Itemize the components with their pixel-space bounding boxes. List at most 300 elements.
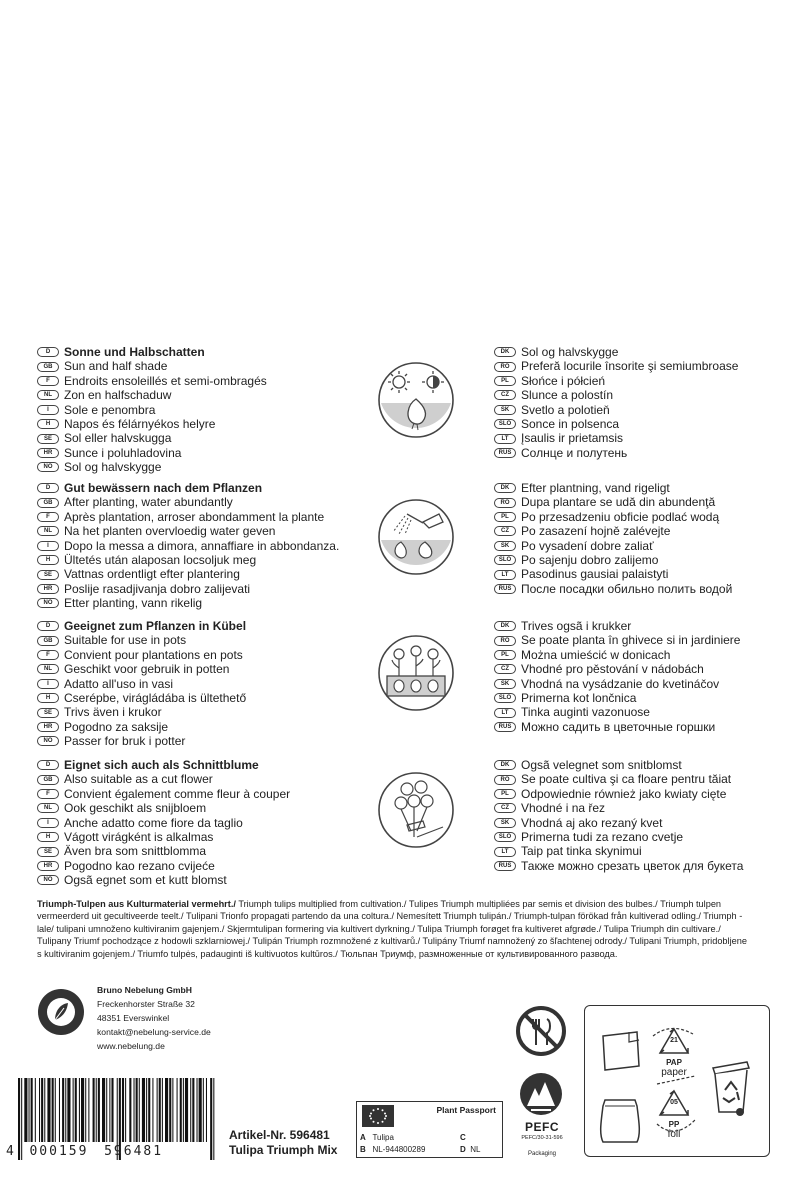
translated-text: Vhodná na vysádzanie do kvetináčov [521,676,720,691]
translated-text: Convient également comme fleur à couper [64,786,291,801]
translated-text: Passer for bruk i potter [64,734,186,749]
translated-text: Pogodno kao rezano cvijeće [64,858,215,873]
barcode-bar [177,1078,178,1142]
country-code-badge: RO [494,636,516,646]
country-code-badge: D [37,483,59,493]
country-code-badge: NL [37,390,59,400]
company-street: Freckenhorster Straße 32 [97,999,195,1009]
barcode-bar [180,1078,182,1142]
language-line [494,539,732,553]
barcode-bar [136,1078,138,1142]
translated-text: Cserépbe, virágládába is ültethető [64,690,247,705]
barcode-bar [111,1078,113,1142]
section-1-right-column [494,345,738,460]
language-line [37,873,290,887]
country-code-badge: NO [37,598,59,608]
translated-text: Также можно срезать цветок для букета [521,858,744,873]
passport-d-value: NL [470,1145,481,1154]
translated-text: Geeignet zum Pflanzen in Kübel [64,619,247,633]
country-code-badge: SK [494,679,516,689]
country-code-badge: DK [494,483,516,493]
country-code-badge: I [37,405,59,415]
language-line [37,619,246,633]
language-line [37,582,339,596]
country-code-badge: CZ [494,803,516,813]
barcode-bar [55,1078,56,1142]
country-code-badge: SK [494,818,516,828]
language-line [494,553,732,567]
language-line [494,772,743,786]
translated-text: Sole e penombra [64,402,156,417]
origin-statement-lead: Triumph-Tulpen aus Kulturmaterial vermehrt./ [37,899,236,909]
translated-text: Dopo la messa a dimora, annaffiare in abbondanza. [64,538,340,553]
language-line [37,859,290,873]
country-code-badge: SE [37,708,59,718]
barcode-bar [52,1078,54,1142]
translated-text: Eignet sich auch als Schnittblume [64,758,259,772]
barcode-bar [172,1078,173,1142]
origin-statement [37,898,752,960]
translated-text: Tinka auginti vazonuose [521,705,650,720]
barcode-bar [29,1078,30,1142]
country-code-badge: SE [37,570,59,580]
country-code-badge: RUS [494,861,516,871]
translated-text: Można umieścić w donicach [521,647,671,662]
country-code-badge: RUS [494,448,516,458]
language-line [37,374,267,388]
country-code-badge: LT [494,570,516,580]
article-info [229,1128,337,1158]
country-code-badge: CZ [494,664,516,674]
pp-word: foil [667,1129,681,1140]
language-line [37,567,339,581]
barcode-bar [134,1078,135,1142]
passport-d-label: D [460,1145,466,1154]
barcode-digit-lead: 4 [6,1144,14,1159]
translated-text: Vhodné i na řez [521,801,606,816]
translated-text: Sunce i poluhladovina [64,445,182,460]
barcode-bar [152,1078,153,1142]
language-line [37,460,267,474]
language-line [494,481,732,495]
country-code-badge: DK [494,760,516,770]
plant-passport [356,1101,503,1158]
eu-stars-icon [362,1105,394,1127]
translated-text: Geschikt voor gebruik in potten [64,662,230,677]
translated-text: Convient pour plantations en pots [64,647,243,662]
barcode-bar [165,1078,168,1142]
passport-a-value: Tulipa [372,1133,394,1142]
barcode-bar [73,1078,74,1142]
language-line [494,359,738,373]
country-code-badge: CZ [494,526,516,536]
translated-text: Anche adatto come fiore da taglio [64,815,243,830]
barcode-bar [206,1078,207,1142]
language-line [37,345,267,359]
language-line [37,481,339,495]
company-email[interactable]: kontakt@nebelung-service.de [97,1027,211,1037]
language-line [37,705,246,719]
barcode-bar [98,1078,100,1142]
country-code-badge: SK [494,405,516,415]
language-line [37,388,267,402]
recycling-arrows-icon [643,1024,713,1146]
language-line [37,633,246,647]
company-website[interactable]: www.nebelung.de [97,1041,165,1051]
passport-b-value: NL-944800289 [372,1145,426,1154]
country-code-badge: NL [37,526,59,536]
barcode-bar [157,1078,158,1142]
country-code-badge: RO [494,775,516,785]
country-code-badge: SLO [494,693,516,703]
section-3-right-column [494,619,740,734]
language-line [494,801,743,815]
origin-statement-text: Triumph tulips multiplied from cultivation./ Tulipes Triumph multipliées par semis et division des bulbes./ Triumph tulpen vermeerderd uit gecultiveerde teelt./ Tulipani Trionfo propagati partendo da una coltura./ Nemesített Triumph tulipán./ Triumph-tulpan förökad från kultiverad odling./ Triumph -lale/ tulipani umnoženo kultiviranim gajenjem./ Skjermtulipan formering via kultivert dyrkning./ Tulipa Triumph forøget fra kultiveret afgrøde./ Tulipa Triumph din cultivare./ Tulipany Triumf pochodzące z hodowli szklarniowej./ Tulipán Triumph rozmnožené z kultivarů./ Tulipány Triumf namnožený zo šľachtenej odrody./ Tulipani Triumph, pridobljene s kultiviranim gojenjem./ Triumfo tulpės, padauginti iš kultivuotos kultūros./ Тюльпан Триумф, размноженные от культивированного развода. [37,899,747,959]
language-line [37,553,339,567]
barcode-bar [122,1078,124,1142]
language-line [494,859,743,873]
translated-text: Après plantation, arroser abondamment la plante [64,509,325,524]
translated-text: Preferă locurile însorite şi semiumbroase [521,359,739,374]
language-line [494,524,732,538]
barcode-bar [62,1078,64,1142]
country-code-badge: NO [37,462,59,472]
translated-text: Vágott virágként is alkalmas [64,829,214,844]
barcode-bar [31,1078,33,1142]
language-line [37,844,290,858]
translated-text: Zon en halfschaduw [64,388,172,403]
country-code-badge: I [37,818,59,828]
translated-text: After planting, water abundantly [64,495,233,510]
language-line [37,816,290,830]
language-line [37,801,290,815]
country-code-badge: CZ [494,390,516,400]
language-line [494,495,732,509]
translated-text: Also suitable as a cut flower [64,772,213,787]
barcode-bar [192,1078,194,1142]
company-name: Bruno Nebelung GmbH [97,985,193,995]
translated-text: Na het planten overvloedig water geven [64,524,276,539]
barcode-bar [197,1078,198,1142]
language-line [37,648,246,662]
translated-text: Adatto all'uso in vasi [64,676,174,691]
language-line [37,677,246,691]
language-line [37,596,339,610]
country-code-badge: RUS [494,722,516,732]
recycling-box [584,1005,770,1157]
pefc-label: PEFC [524,1120,559,1134]
country-code-badge: PL [494,512,516,522]
country-code-badge: HR [37,861,59,871]
language-line [37,787,290,801]
language-line [494,417,738,431]
translated-text: Sun and half shade [64,359,168,374]
translated-text: Sonne und Halbschatten [64,345,205,359]
language-line [37,431,267,445]
barcode-bar [75,1078,77,1142]
translated-text: Sol og halvskygge [64,460,162,475]
language-line [494,705,740,719]
pp-number: 05 [670,1099,678,1106]
recycling-bin-icon [709,1058,753,1118]
translated-text: Vattnas ordentligt efter plantering [64,567,240,582]
section-1-left-column [37,345,267,475]
country-code-badge: SK [494,541,516,551]
barcode-bar [93,1078,95,1142]
language-line [494,648,740,662]
pots-icon [377,634,455,712]
language-line [37,734,246,748]
country-code-badge: NO [37,736,59,746]
language-line [494,446,738,460]
translated-text: Можно садить в цветочные горшки [521,719,716,734]
language-line [494,662,740,676]
barcode-bar [148,1078,150,1142]
translated-text: Se poate cultiva şi ca floare pentru tăiat [521,772,732,787]
barcode-bar [44,1078,45,1142]
barcode-bar [81,1078,84,1142]
language-line [37,720,246,734]
language-line [494,816,743,830]
article-name: Tulipa Triumph Mix [229,1143,338,1157]
barcode-bar [39,1078,40,1142]
language-line [494,431,738,445]
country-code-badge: D [37,760,59,770]
article-number: Artikel-Nr. 596481 [229,1128,330,1142]
country-code-badge: SLO [494,419,516,429]
country-code-badge: PL [494,376,516,386]
company-address [97,983,211,1053]
country-code-badge: SE [37,847,59,857]
translated-text: После посадки обильно полить водой [521,581,733,596]
section-3-left-column [37,619,246,749]
section-2-left-column [37,481,339,611]
barcode-bar [199,1078,202,1142]
translated-text: Ogsã egnet som et kutt blomst [64,873,227,888]
translated-text: Ültetés után alaposan locsoljuk meg [64,552,257,567]
passport-a-label: A [360,1133,366,1142]
language-line [494,510,732,524]
language-line [37,758,290,772]
barcode-digits [6,1144,216,1159]
language-line [37,662,246,676]
translated-text: Po przesadzeniu obficie podlać wodą [521,509,720,524]
cut-flower-icon [377,771,455,849]
barcode-bar [79,1078,80,1142]
language-line [37,495,339,509]
translated-text: Se poate planta în ghivece si in jardiniere [521,633,741,648]
language-line [494,582,732,596]
country-code-badge: PL [494,789,516,799]
country-code-badge: NL [37,803,59,813]
barcode-bar [85,1078,86,1142]
barcode-bar [162,1078,163,1142]
barcode-bar [35,1078,36,1142]
sun-halfshade-icon [377,361,455,439]
country-code-badge: F [37,789,59,799]
foil-bag-icon [597,1094,643,1148]
paper-bag-icon [599,1028,643,1074]
translated-text: Primerna tudi za rezano cvetje [521,829,684,844]
country-code-badge: NL [37,664,59,674]
language-line [37,539,339,553]
section-4-right-column [494,758,743,873]
country-code-badge: H [37,693,59,703]
country-code-badge: RO [494,498,516,508]
language-line [37,359,267,373]
country-code-badge: RO [494,362,516,372]
barcode-bar [102,1078,105,1142]
barcode-bar [125,1078,126,1142]
pp-code: PP [668,1120,680,1129]
country-code-badge: F [37,376,59,386]
pefc-code: PEFC/30-31-596 [521,1135,563,1141]
barcode-bar [185,1078,188,1142]
country-code-badge: LT [494,434,516,444]
country-code-badge: SE [37,434,59,444]
pefc-logo-icon [517,1070,565,1118]
sustainable-supplier-seal [37,988,85,1036]
translated-text: Primerna kot lončnica [521,690,637,705]
language-line [494,758,743,772]
translated-text: Sol og halvskygge [521,345,619,359]
language-line [37,830,290,844]
pap-word: paper [661,1067,687,1078]
language-line [494,374,738,388]
language-line [494,619,740,633]
translated-text: Dupa plantare se udă din abundenţă [521,495,716,510]
barcode-bar [96,1078,97,1142]
country-code-badge: H [37,832,59,842]
barcode-bar [47,1078,50,1142]
translated-text: Po zasazení hojně zalévejte [521,524,671,539]
language-line [494,720,740,734]
barcode-bar [146,1078,147,1142]
country-code-badge: D [37,347,59,357]
translated-text: Odpowiednie również jako kwiaty cięte [521,786,727,801]
section-4-left-column [37,758,290,888]
language-line [37,417,267,431]
translated-text: Taip pat tinka skynimui [521,844,642,859]
translated-text: Vhodná aj ako rezaný kvet [521,815,663,830]
country-code-badge: DK [494,347,516,357]
country-code-badge: HR [37,584,59,594]
country-code-badge: I [37,679,59,689]
translated-text: Pogodno za saksije [64,719,169,734]
company-city: 48351 Everswinkel [97,1013,170,1023]
language-line [37,510,339,524]
barcode-bar [142,1078,145,1142]
country-code-badge: DK [494,621,516,631]
section-2-right-column [494,481,732,596]
translated-text: Även bra som snittblomma [64,844,207,859]
translated-text: Ook geschikt als snijbloem [64,801,207,816]
pefc-caption: Packaging [527,1151,557,1157]
country-code-badge: GB [37,498,59,508]
translated-text: Trivs även i krukor [64,705,162,720]
translated-text: Ogsã velegnet som snitblomst [521,758,682,772]
translated-text: Napos és félárnyékos helyre [64,416,216,431]
country-code-badge: RUS [494,584,516,594]
not-for-consumption-icon [515,1005,567,1057]
country-code-badge: HR [37,448,59,458]
language-line [494,830,743,844]
translated-text: Slunce a polostín [521,388,614,403]
language-line [37,446,267,460]
translated-text: Sol eller halvskugga [64,431,172,446]
translated-text: Солнце и полутень [521,445,628,460]
country-code-badge: SLO [494,555,516,565]
pap-code: PAP [666,1058,682,1067]
language-line [37,691,246,705]
country-code-badge: SLO [494,832,516,842]
translated-text: Gut bewässern nach dem Pflanzen [64,481,263,495]
barcode-digits-left: 000159 [29,1144,89,1159]
barcode-bar [203,1078,204,1142]
barcode-bar [139,1078,140,1142]
barcode-bar [106,1078,107,1142]
translated-text: Etter planting, vann rikelig [64,596,203,611]
language-line [494,388,738,402]
passport-title: Plant Passport [436,1105,496,1115]
country-code-badge: NO [37,875,59,885]
language-line [494,691,740,705]
country-code-badge: F [37,512,59,522]
translated-text: Po vysadení dobre zaliať [521,538,654,553]
translated-text: Suitable for use in pots [64,633,187,648]
barcode-bar [129,1078,131,1142]
barcode-bar [59,1078,60,1142]
language-line [37,524,339,538]
barcode-bar [65,1078,66,1142]
country-code-badge: H [37,419,59,429]
country-code-badge: GB [37,636,59,646]
translated-text: Svetlo a polotieň [521,402,610,417]
translated-text: Efter plantning, vand rigeligt [521,481,670,495]
language-line [494,403,738,417]
language-line [37,403,267,417]
barcode-digits-right: 596481 [104,1144,164,1159]
passport-b-label: B [360,1145,366,1154]
barcode-bar [169,1078,171,1142]
country-code-badge: GB [37,775,59,785]
barcode-bar [109,1078,110,1142]
watering-icon [377,498,455,576]
pap-number: 21 [670,1037,678,1044]
country-code-badge: LT [494,847,516,857]
translated-text: Po sajenju dobro zalijemo [521,552,659,567]
eu-flag [362,1105,394,1127]
language-line [494,345,738,359]
country-code-badge: HR [37,722,59,732]
language-line [37,772,290,786]
translated-text: Słońce i półcień [521,373,606,388]
language-line [494,787,743,801]
barcode-bar [41,1078,43,1142]
country-code-badge: H [37,555,59,565]
country-code-badge: F [37,650,59,660]
country-code-badge: D [37,621,59,631]
translated-text: Įsaulis ir prietamsis [521,431,624,446]
translated-text: Sonce in polsenca [521,416,620,431]
language-line [494,633,740,647]
translated-text: Vhodné pro pěstování v nádobách [521,662,704,677]
translated-text: Poslije rasadjivanja dobro zalijevati [64,581,251,596]
language-line [494,567,732,581]
translated-text: Pasodinus gausiai palaistyti [521,567,669,582]
barcode-bar [67,1078,70,1142]
country-code-badge: PL [494,650,516,660]
